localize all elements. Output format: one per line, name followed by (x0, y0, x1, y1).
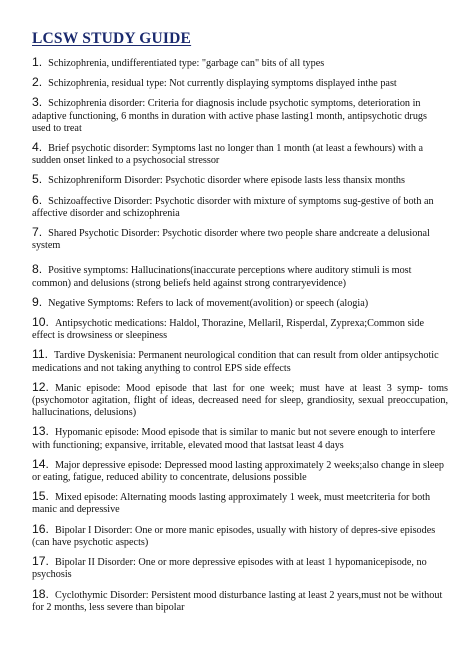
list-item-9 (32, 296, 448, 310)
item-text: Shared Psychotic Disorder: Psychotic disorder where two people share andcreate a delusional system (32, 228, 430, 252)
item-text: Major depressive episode: Depressed mood lasting approximately 2 weeks;also change in sleep or eating, fatigue, reduced ability to concentrate, delusions possible (32, 459, 444, 484)
item-number: 10. (32, 315, 49, 330)
item-text: Manic episode: Mood episode that last for one week; must have at least 3 symp- toms (psychomotor agitation, flight of ideas, decreased need for sleep, grandiosity, sexual preoccupation, hallucinations, delusions) (32, 382, 448, 419)
item-text: Tardive Dyskenisia: Permanent neurological condition that can result from older antipsychotic medications and not taking anything to control EPS side effects (32, 350, 439, 374)
item-text: Cyclothymic Disorder: Persistent mood disturbance lasting at least 2 years,must not be without for 2 months, less severe than bipolar (32, 589, 443, 613)
list-item-10 (32, 316, 448, 342)
item-number: 18. (32, 586, 49, 601)
item-text: Schizoaffective Disorder: Psychotic disorder with mixture of symptoms sug-gestive of both an affective disorder and schizophrenia (32, 195, 434, 219)
item-text: Mixed episode: Alternating moods lasting approximately 1 week, must meetcriteria for both manic and depressive (32, 492, 431, 516)
item-number: 3. (32, 95, 43, 110)
item-text: Brief psychotic disorder: Symptoms last no longer than 1 month (at least a fewhours) with a sudden onset linked to a psychosocial stressor (32, 143, 424, 167)
list-item-17 (32, 555, 448, 581)
list-item-12 (32, 381, 448, 420)
list-item-13 (32, 425, 448, 451)
item-number: 12. (32, 379, 49, 394)
item-number: 13. (32, 424, 49, 439)
list-item-15 (32, 490, 448, 516)
item-text: Bipolar I Disorder: One or more manic episodes, usually with history of depres-sive episodes (can have psychotic aspects) (32, 524, 436, 548)
item-text: Negative Symptoms: Refers to lack of movement(avolition) or speech (alogia) (48, 297, 369, 309)
item-number: 4. (32, 140, 43, 155)
item-text: Schizophrenia, undifferentiated type: "garbage can" bits of all types (48, 58, 325, 69)
list-item-3 (32, 96, 448, 135)
list-item-16 (32, 523, 448, 549)
list-item-5 (32, 173, 448, 187)
list-item-18 (32, 588, 448, 614)
list-item-4 (32, 141, 448, 167)
list-item-8 (32, 263, 448, 289)
item-text: Bipolar II Disorder: One or more depressive episodes with at least 1 hypomanicepisode, no psychosis (32, 557, 427, 581)
list-item-2 (32, 76, 448, 90)
item-text: Schizophrenia, residual type: Not currently displaying symptoms displayed inthe past (48, 78, 397, 90)
item-text: Schizophrenia disorder: Criteria for diagnosis include psychotic symptoms, deterioration in adaptive functioning, 6 months in duration with active phase lasting1 month, antipsychotic drugs used to treat (32, 98, 427, 134)
item-number: 11. (32, 347, 49, 362)
item-number: 16. (32, 521, 49, 536)
item-number: 7. (32, 225, 43, 240)
item-number: 15. (32, 489, 49, 504)
item-number: 17. (32, 554, 49, 569)
item-number: 1. (32, 55, 43, 69)
item-text: Positive symptoms: Hallucinations(inaccurate perceptions where auditory stimuli is most common) and delusions (strong beliefs held against strong contraryevidence) (32, 265, 412, 289)
item-number: 5. (32, 172, 43, 187)
list-item-14 (32, 458, 448, 484)
item-number: 8. (32, 262, 43, 277)
list-item-6 (32, 194, 448, 220)
list-item-7 (32, 226, 448, 252)
item-number: 14. (32, 456, 49, 471)
list-item-1 (32, 56, 448, 70)
item-number: 2. (32, 75, 43, 90)
item-text: Hypomanic episode: Mood episode that is similar to manic but not severe enough to interfere with functioning; expansive, irritable, elevated mood that lastsat least 4 days (32, 427, 436, 451)
item-number: 9. (32, 294, 43, 309)
item-text: Antipsychotic medications: Haldol, Thorazine, Mellaril, Risperdal, Zyprexa;Common side effect is drowsiness or sleepiness (32, 318, 424, 342)
item-text: Schizophreniform Disorder: Psychotic disorder where episode lasts less thansix months (48, 175, 405, 187)
list-item-11 (32, 348, 448, 374)
page-title: LCSW STUDY GUIDE (32, 30, 192, 47)
item-number: 6. (32, 192, 43, 207)
